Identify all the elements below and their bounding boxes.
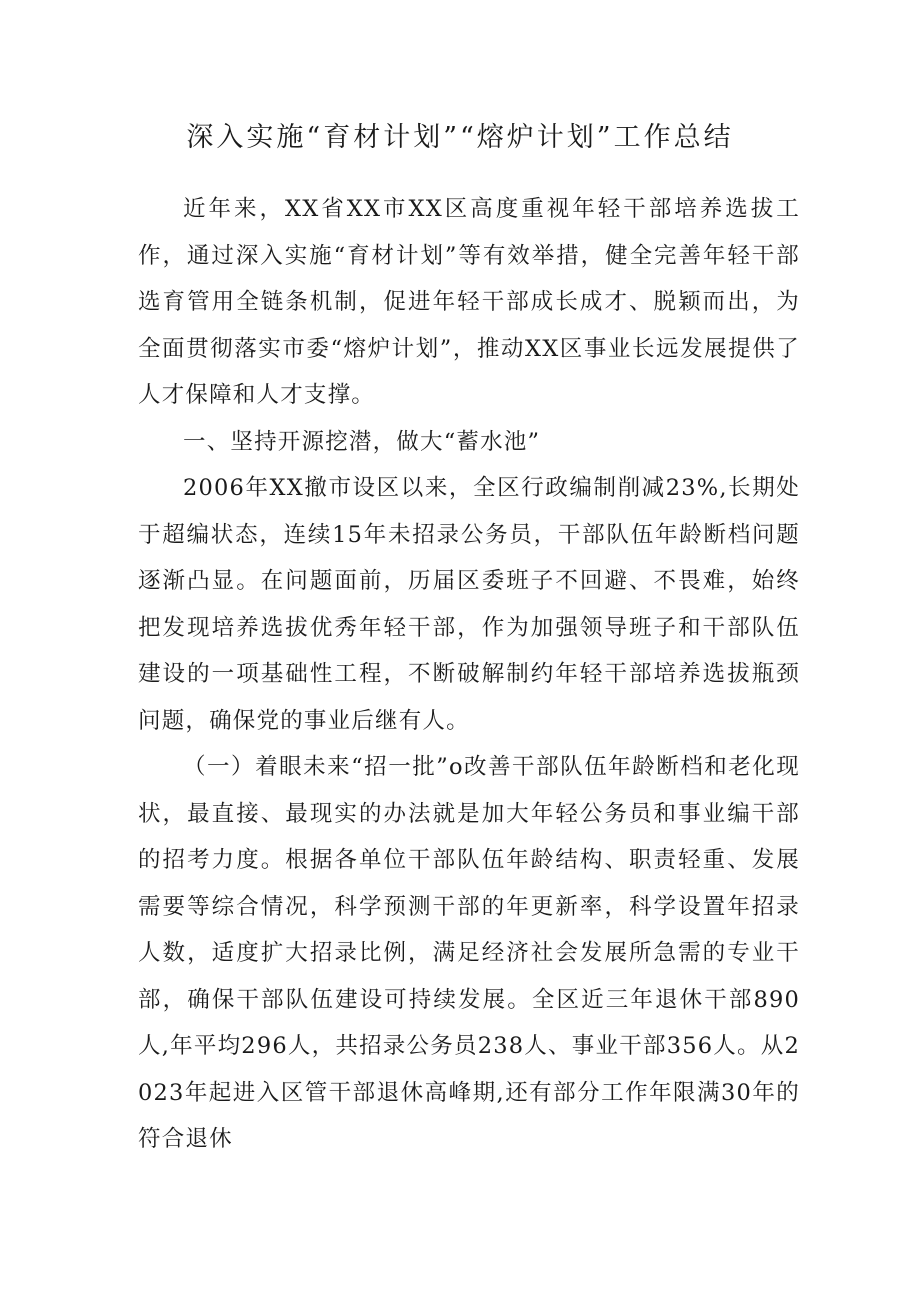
section-1-paragraph: 2006年XX撤市设区以来，全区行政编制削减23%,长期处于超编状态，连续15年未招录公务员，干部队伍年龄断档问题逐渐凸显。在问题面前，历届区委班子不回避、不畏难，始终把发现培养选拔优秀年轻干部，作为加强领导班子和干部队伍建设的一项基础性工程，不断破解制约年轻干部培养选拔瓶颈问题，确保党的事业后继有人。 xyxy=(138,475,800,734)
document-title: 深入实施“育材计划”“熔炉计划”工作总结 xyxy=(186,122,734,153)
subsection-1-paragraph: （一）着眼未来“招一批”o改善干部队伍年龄断档和老化现状，最直接、最现实的办法就是加大年轻公务员和事业编干部的招考力度。根据各单位干部队伍年龄结构、职责轻重、发展需要等综合情况，科学预测干部的年更新率，科学设置年招录人数，适度扩大招录比例，满足经济社会发展所急需的专业干部，确保干部队伍建设可持续发展。全区近三年退休干部890人,年平均296人，共招录公务员238人、事业干部356人。从2023年起进入区管干部退休高峰期,还有部分工作年限满30年的符合退休 xyxy=(138,754,800,1152)
section-heading-1: 一、坚持开源挖潜，做大“蓄水池” xyxy=(183,428,541,455)
intro-paragraph: 近年来，XX省XX市XX区高度重视年轻干部培养选拔工作，通过深入实施“育材计划”等有效举措，健全完善年轻干部选育管用全链条机制，促进年轻干部成长成才、脱颖而出，为全面贯彻落实市委“熔炉计划”，推动XX区事业长远发展提供了人才保障和人才支撑。 xyxy=(138,196,800,408)
document-body xyxy=(138,186,800,1163)
